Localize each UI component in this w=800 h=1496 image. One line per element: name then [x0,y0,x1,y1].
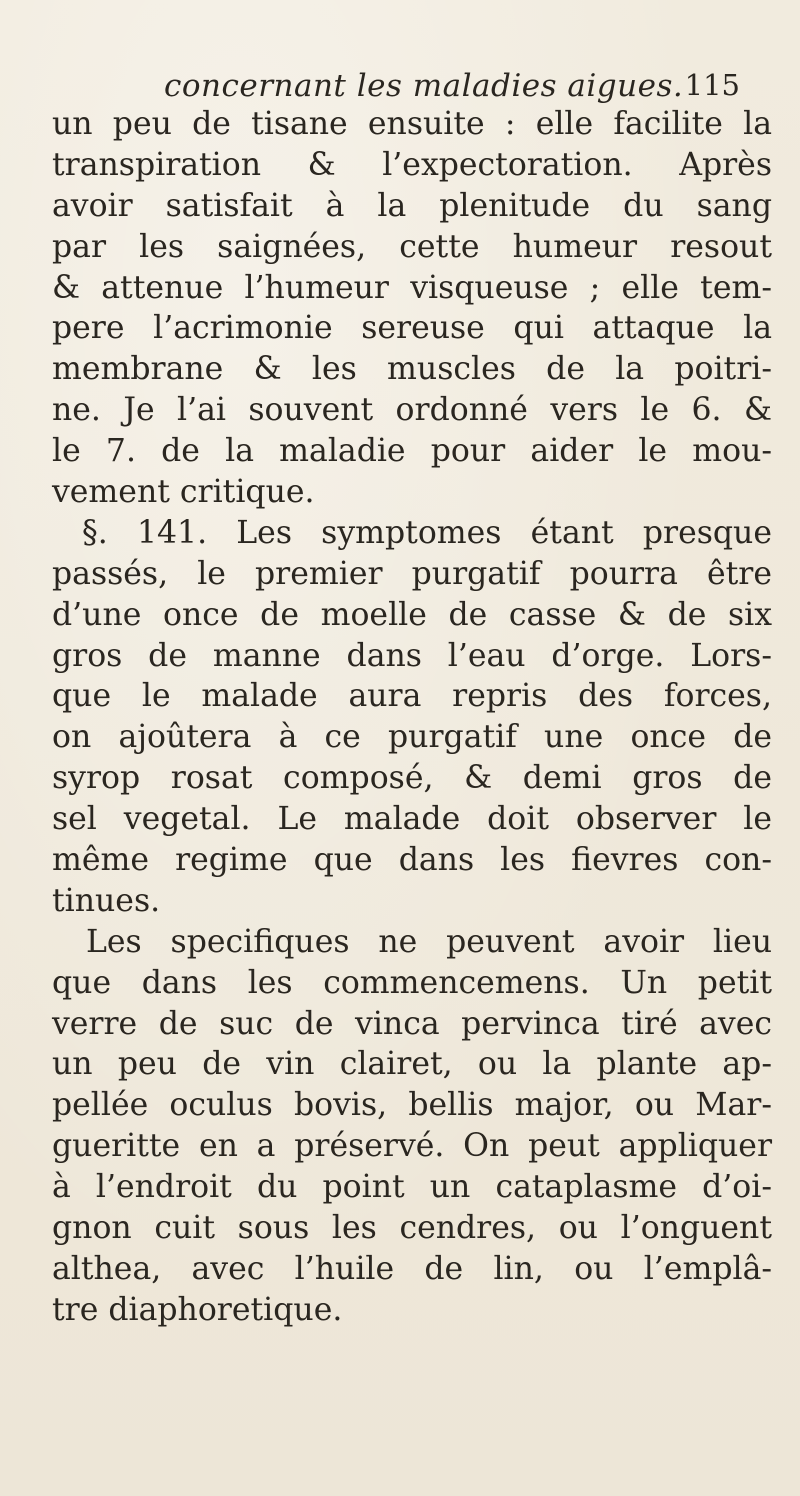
text-line: même regime que dans les fievres con- [52,842,772,879]
text-line: un peu de tisane ensuite : elle facilite la [52,106,772,142]
text-line: un peu de vin clairet, ou la plante ap- [52,1046,772,1083]
text-line: & attenue l’humeur visqueuse ; elle tem- [52,269,772,306]
text-line: on ajoûtera à ce purgatif une once de [52,719,772,756]
page-number: 115 [684,68,740,102]
text-line: d’une once de moelle de casse & de six [52,596,772,633]
text-line: passés, le premier purgatif pourra être [52,555,772,592]
text-line: tinues. [52,882,161,919]
text-line: verre de suc de vinca pervinca tiré avec [52,1005,772,1042]
text-line: à l’endroit du point un cataplasme d’oi- [52,1169,772,1206]
text-line: syrop rosat composé, & demi gros de [52,760,772,797]
text-line: transpiration & l’expectoration. Après [52,146,772,183]
text-line: vement critique. [52,474,315,511]
blank-margin [0,1300,800,1496]
text-line: membrane & les muscles de la poitri- [52,351,772,388]
body-text [52,104,772,1331]
text-line: que le malade aura repris des forces, [52,678,772,715]
text-line: gnon cuit sous les cendres, ou l’onguent [52,1210,772,1247]
text-line: gros de manne dans l’eau d’orge. Lors- [52,637,772,674]
text-line: gueritte en a préservé. On peut appliquer [52,1128,772,1165]
text-line: le 7. de la maladie pour aider le mou- [52,433,772,470]
text-line: que dans les commencemens. Un petit [52,964,772,1001]
text-line: sel vegetal. Le malade doit observer le [52,801,772,838]
paragraph-start-line: §. 141. Les symptomes étant presque [82,514,772,551]
text-line: avoir satisfait à la plenitude du sang [52,187,772,224]
text-line: tre diaphoretique. [52,1291,343,1328]
text-line: pellée oculus bovis, bellis major, ou Mar- [52,1087,772,1124]
text-line: ne. Je l’ai souvent ordonné vers le 6. & [52,392,772,429]
text-line: althea, avec l’huile de lin, ou l’emplâ- [52,1250,772,1287]
running-title: concernant les maladies aigues. [164,68,684,104]
text-line: par les saignées, cette humeur resout [52,228,772,265]
running-head [56,62,746,102]
text-line: pere l’acrimonie sereuse qui attaque la [52,310,772,347]
paragraph-start-line: Les specifiques ne peuvent avoir lieu [86,923,772,960]
